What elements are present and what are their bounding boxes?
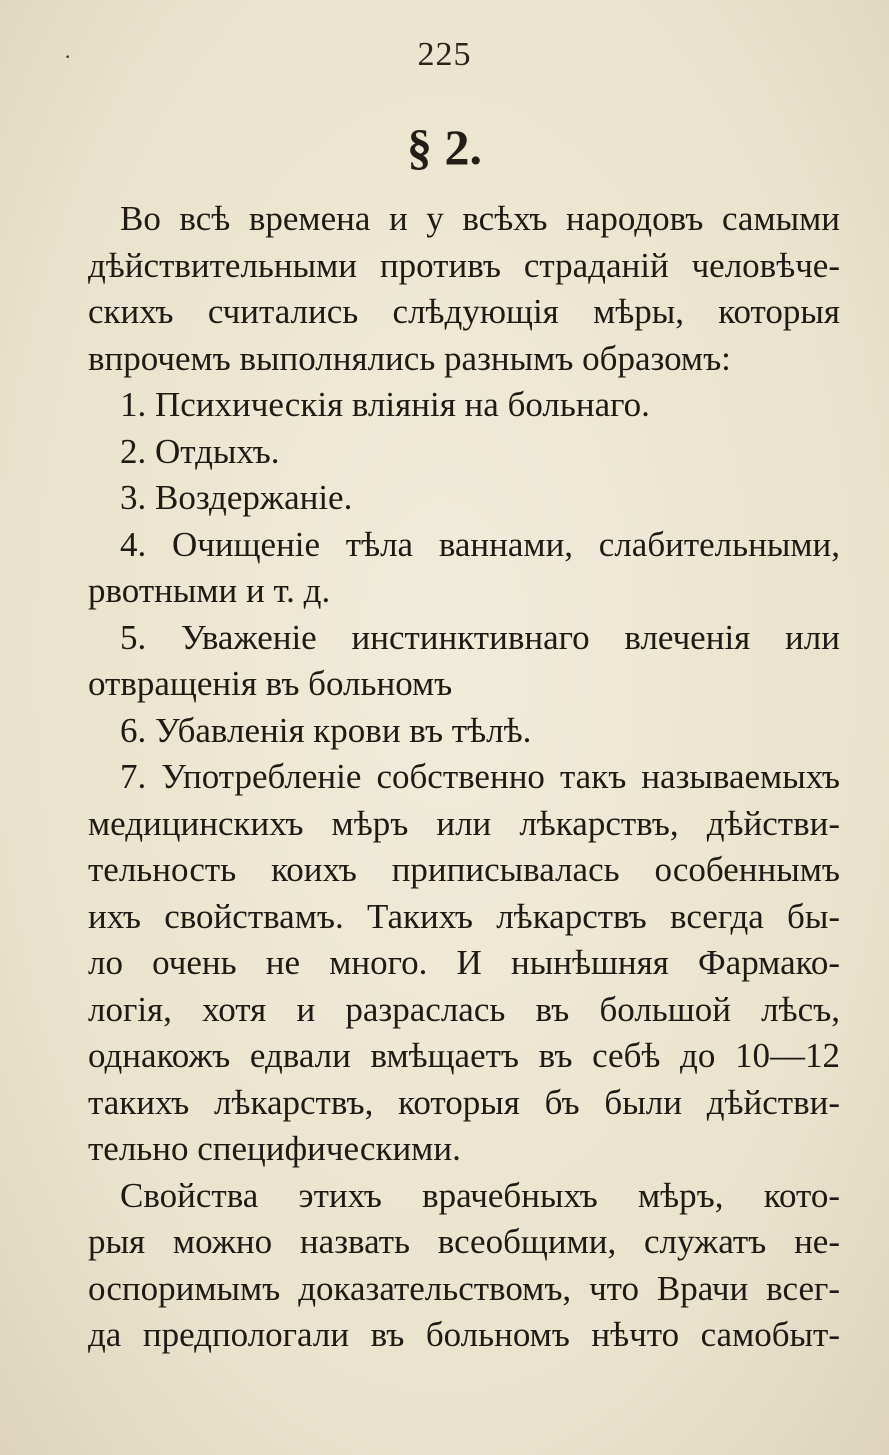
list-item: 2. Отдыхъ. — [120, 431, 280, 471]
corner-mark: · — [64, 44, 72, 69]
text-line: тельность коихъ приписывалась особеннымъ — [88, 850, 840, 889]
list-item: 7. Употребленіе собственно такъ называемыхъ — [120, 757, 840, 796]
text-line: Во всѣ времена и у всѣхъ народовъ самыми — [120, 199, 840, 238]
body-text — [88, 196, 840, 1359]
list-item: 3. Воздержаніе. — [120, 478, 353, 517]
text-line: скихъ считались слѣдующія мѣры, которыя — [88, 292, 840, 331]
text-line: впрочемъ выполнялись разнымъ образомъ: — [88, 338, 731, 378]
page-number: 225 — [417, 36, 472, 73]
text-line: такихъ лѣкарствъ, которыя бъ были дѣйстви- — [88, 1082, 840, 1122]
text-line: да предпологали въ больномъ нѣчто самобыт- — [88, 1315, 840, 1354]
section-heading: § 2. — [407, 119, 482, 175]
text-line: ло очень не много. И нынѣшняя Фармако- — [88, 943, 840, 982]
text-line: отвращенія въ больномъ — [88, 664, 453, 703]
list-item: 1. Психическія вліянія на больнаго. — [120, 385, 650, 424]
text-line: тельно специфическими. — [88, 1129, 461, 1168]
text-line: рвотными и т. д. — [88, 571, 331, 610]
text-line: медицинскихъ мѣръ или лѣкарствъ, дѣйстви- — [88, 803, 840, 843]
list-item: 6. Убавленія крови въ тѣлѣ. — [120, 710, 532, 750]
list-item: 4. Очищеніе тѣла ваннами, слабительными, — [120, 524, 840, 564]
text-line: рыя можно назвать всеобщими, служатъ не- — [88, 1222, 840, 1261]
text-line: дѣйствительными противъ страданій человѣче- — [88, 245, 840, 285]
text-line: оспоримымъ доказательствомъ, что Врачи всег- — [88, 1268, 840, 1308]
text-line: однакожъ едвали вмѣщаетъ въ себѣ до 10—12 — [88, 1036, 840, 1075]
text-line: Свойства этихъ врачебныхъ мѣръ, кото- — [120, 1175, 840, 1215]
text-line: ихъ свойствамъ. Такихъ лѣкарствъ всегда бы- — [88, 896, 840, 936]
text-line: логія, хотя и разраслась въ большой лѣсъ, — [88, 989, 840, 1029]
list-item: 5. Уваженіе инстинктивнаго влеченія или — [120, 617, 840, 657]
